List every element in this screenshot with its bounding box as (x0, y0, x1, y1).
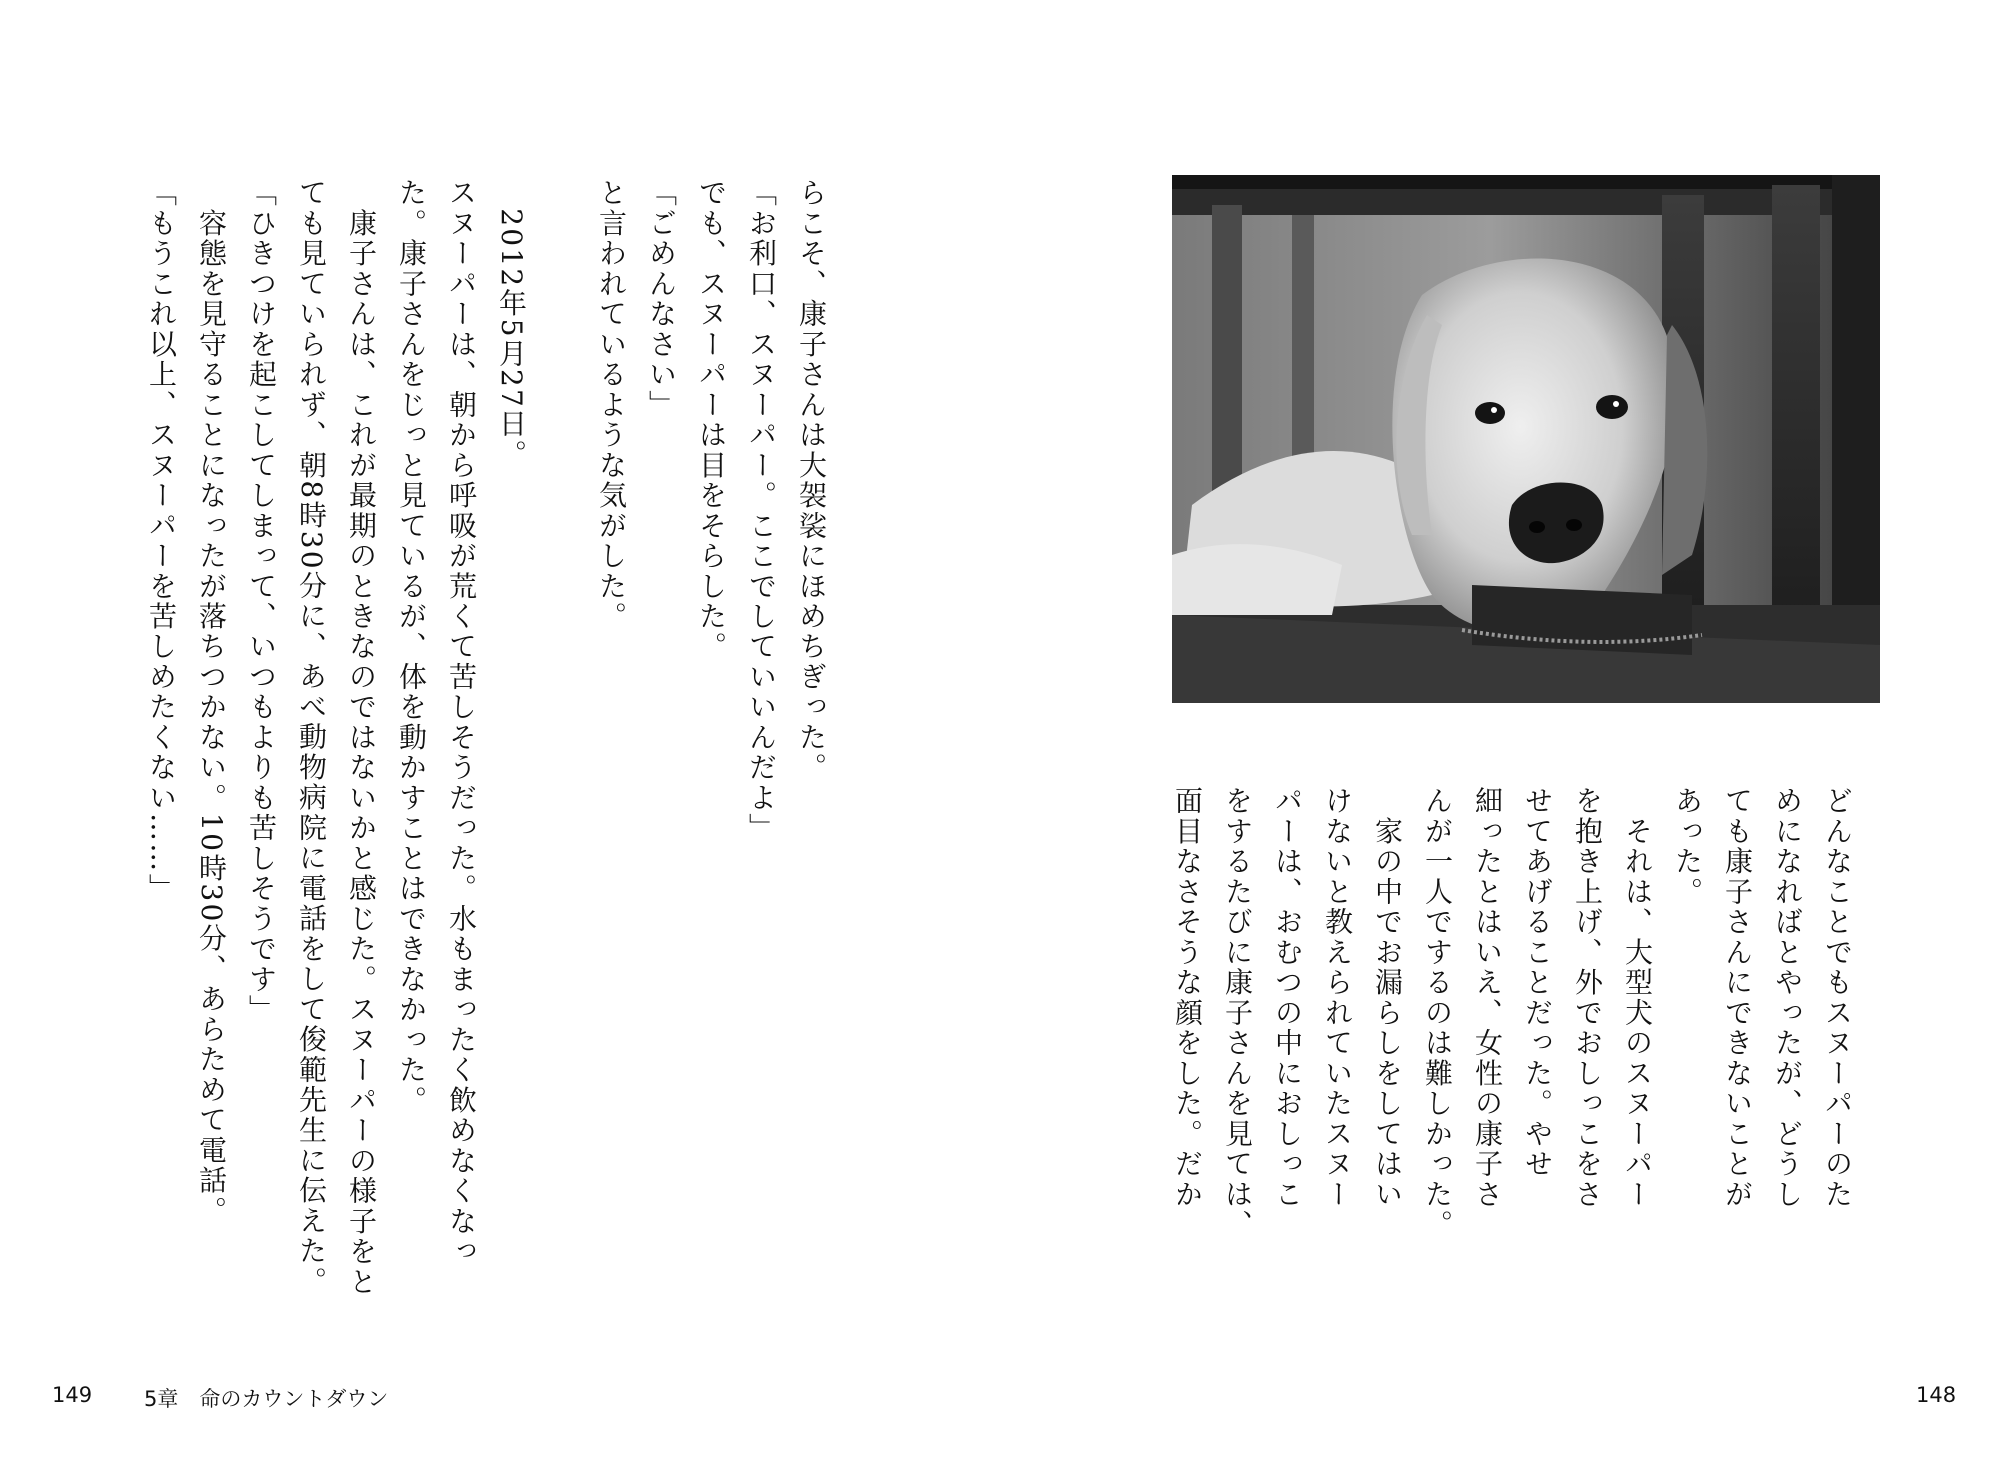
text-column: ても康子さんにできないことが (1721, 786, 1754, 1210)
text-column: らこそ、康子さんは大袈裟にほめちぎった。 (795, 178, 828, 783)
text-column: をするたびに康子さんを見ては、 (1221, 786, 1254, 1240)
text-column: めになればとやったが、どうし (1771, 786, 1804, 1210)
text-column: んが一人でするのは難しかった。 (1421, 786, 1454, 1240)
text-column: 「お利口、スヌーパー。ここでしていいんだよ」 (745, 178, 778, 844)
text-column: ても見ていられず、朝8時30分に、あべ動物病院に電話をして俊範先生に伝えた。 (295, 178, 328, 1297)
dog-photo-illustration (1172, 175, 1880, 703)
text-column: せてあげることだった。やせ (1521, 786, 1554, 1180)
text-column: 「もうこれ以上、スヌーパーを苦しめたくない……」 (145, 178, 178, 904)
text-column: けないと教えられていたスヌー (1321, 786, 1354, 1210)
right-page-body-text (1162, 786, 1862, 1266)
text-column: 家の中でお漏らしをしてはい (1371, 786, 1404, 1210)
text-column: を抱き上げ、外でおしっこをさ (1571, 786, 1604, 1210)
text-column: あった。 (1671, 786, 1704, 907)
text-column: と言われているような気がした。 (595, 178, 628, 632)
dog-photo (1172, 175, 1880, 703)
running-head-chapter: 5章 命のカウントダウン (144, 1387, 389, 1411)
page-number-right: 148 (1916, 1383, 1957, 1407)
text-column: スヌーパーは、朝から呼吸が荒くて苦しそうだった。水もまったく飲めなくなっ (445, 178, 478, 1267)
page-number-left: 149 (52, 1383, 93, 1407)
text-column: 康子さんは、これが最期のときなのではないかと感じた。スヌーパーの様子をと (345, 178, 378, 1297)
text-column: た。康子さんをじっと見ているが、体を動かすことはできなかった。 (395, 178, 428, 1116)
text-column: 2012年5月27日。 (495, 178, 528, 470)
text-column: 容態を見守ることになったが落ちつかない。10時30分、あらためて電話。 (195, 178, 228, 1226)
text-column: パーは、おむつの中におしっこ (1271, 786, 1304, 1210)
text-column: それは、大型犬のスヌーパー (1621, 786, 1654, 1210)
text-column: でも、スヌーパーは目をそらした。 (695, 178, 728, 662)
text-column: 細ったとはいえ、女性の康子さ (1471, 786, 1504, 1210)
left-page (0, 0, 1007, 1481)
left-page-body-text (136, 178, 836, 1297)
text-column: 「ごめんなさい」 (645, 178, 678, 420)
text-column-blank (536, 178, 586, 1158)
text-column: 「ひきつけを起こしてしまって、いつもよりも苦しそうです」 (245, 178, 278, 1025)
text-column: どんなことでもスヌーパーのた (1821, 786, 1854, 1210)
text-column: 面目なさそうな顔をした。だか (1171, 786, 1204, 1210)
